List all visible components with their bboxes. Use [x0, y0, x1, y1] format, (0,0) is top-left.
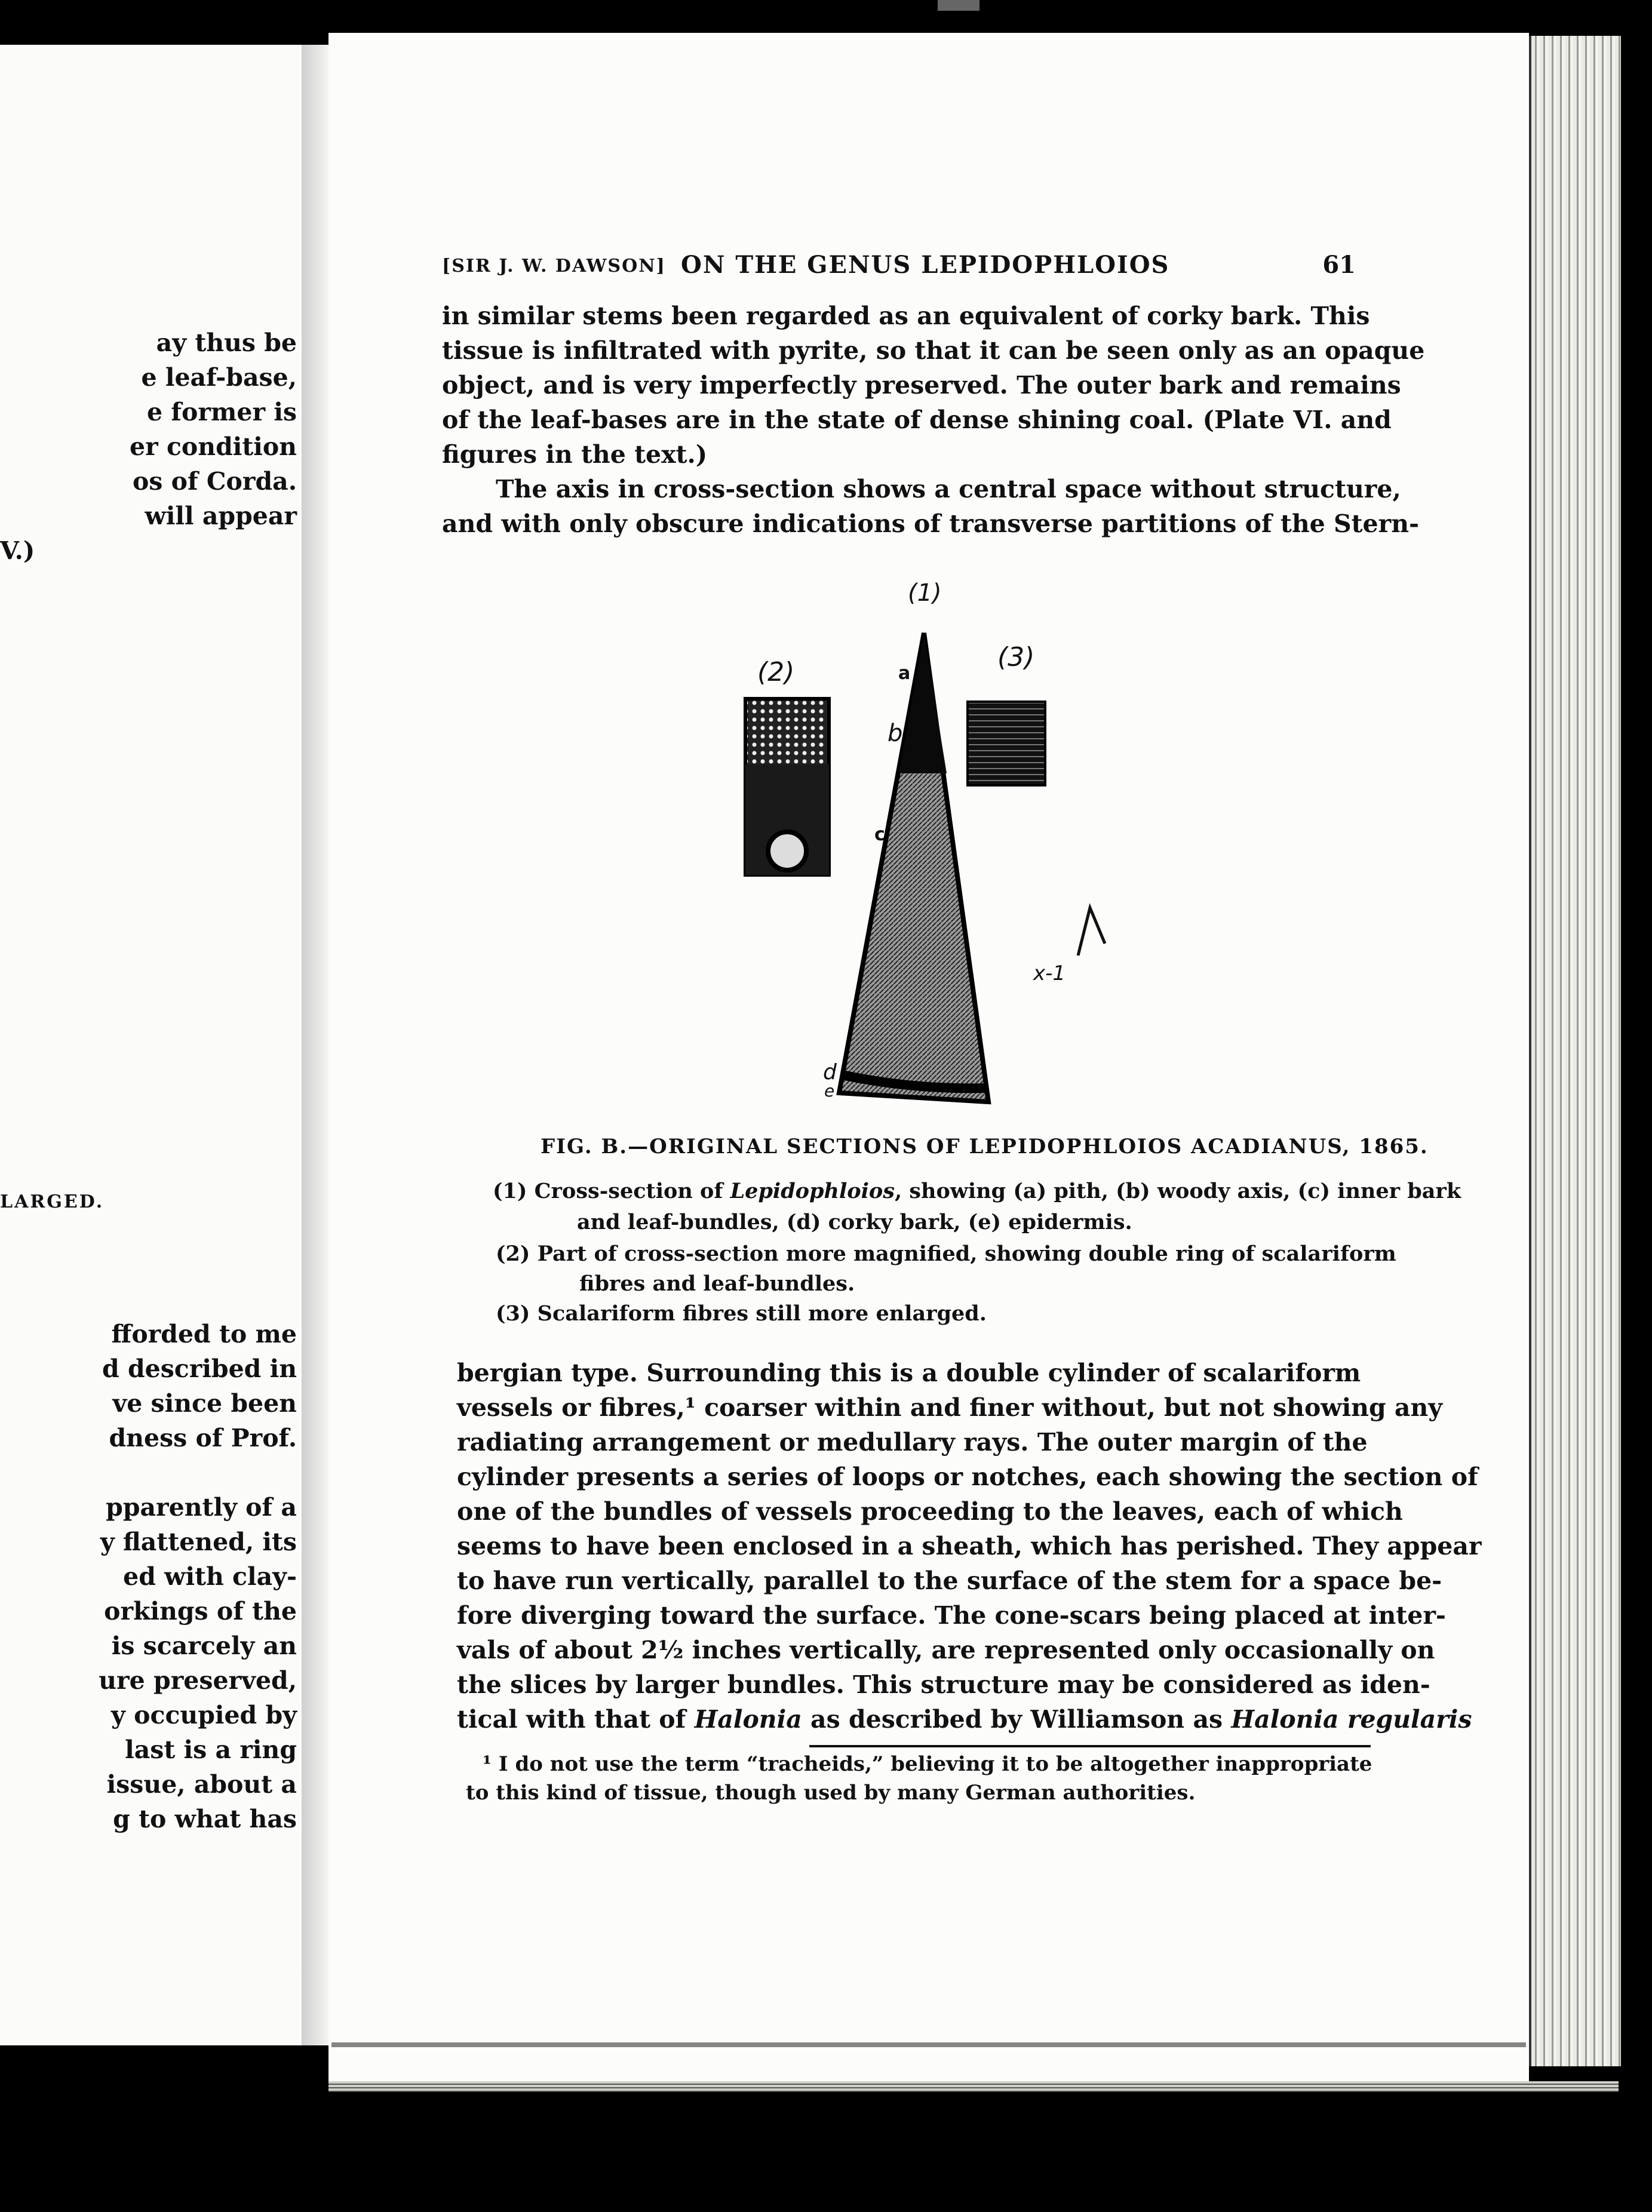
legend-item-1	[493, 1176, 1461, 1206]
left-line: ure preserved,	[99, 1666, 297, 1695]
left-line: V.)	[0, 536, 35, 565]
left-page	[0, 45, 305, 2045]
section-2-drawing	[745, 699, 829, 875]
left-line: issue, about a	[106, 1770, 297, 1799]
left-caption: LARGED.	[0, 1191, 105, 1212]
label-d: d	[823, 1060, 837, 1085]
text-line: radiating arrangement or medullary rays. The outer margin of the	[457, 1428, 1368, 1457]
left-line: er condition	[130, 432, 297, 461]
label-3: (3)	[997, 642, 1035, 672]
header-title: ON THE GENUS LEPIDOPHLOIOS	[681, 251, 1170, 279]
left-line: os of Corda.	[132, 467, 297, 496]
binding-gutter	[302, 45, 328, 2045]
figure-b-drawing	[717, 573, 1135, 1111]
legend-text: Scalariform fibres still more enlarged.	[537, 1301, 987, 1326]
text-line: vessels or fibres,¹ coarser within and finer without, but not showing any	[457, 1393, 1443, 1422]
text-line: The axis in cross-section shows a central space without structure,	[496, 475, 1401, 503]
scan-artifact	[938, 0, 979, 11]
text-line: vals of about 2½ inches vertically, are represented only occasionally on	[457, 1636, 1435, 1664]
footnote-line: to this kind of tissue, though used by many German authorities.	[466, 1781, 1196, 1805]
label-1: (1)	[908, 579, 942, 607]
left-line: orkings of the	[104, 1597, 297, 1626]
text-line: figures in the text.)	[442, 440, 708, 469]
label-2: (2)	[757, 657, 795, 687]
legend-number: (3)	[496, 1301, 530, 1326]
legend-text: Cross-section of	[534, 1179, 730, 1203]
left-line: ay thus be	[156, 328, 297, 357]
left-line: ve since been	[112, 1389, 297, 1418]
legend-text: , showing (a) pith, (b) woody axis, (c) inner bark	[894, 1179, 1461, 1203]
italic-term: Halonia	[694, 1705, 802, 1734]
left-line: y occupied by	[111, 1701, 297, 1729]
legend-number: (1)	[493, 1179, 527, 1203]
label-c: c	[874, 824, 885, 845]
legend-item-1-cont: and leaf-bundles, (d) corky bark, (e) epidermis.	[577, 1210, 1132, 1234]
footnote-rule	[809, 1745, 1371, 1747]
text-line: in similar stems been regarded as an equivalent of corky bark. This	[442, 302, 1370, 330]
text-line: the slices by larger bundles. This structure may be considered as iden-	[457, 1670, 1430, 1699]
text-line: cylinder presents a series of loops or notches, each showing the section of	[457, 1463, 1478, 1491]
text-line: tissue is infiltrated with pyrite, so that it can be seen only as an opaque	[442, 336, 1425, 365]
section-3-drawing	[968, 702, 1045, 785]
label-b: b	[888, 720, 903, 747]
legend-italic: Lepidophloios	[730, 1179, 895, 1203]
page-edges	[1529, 36, 1621, 2066]
text-line: one of the bundles of vessels proceeding to the leaves, each of which	[457, 1497, 1403, 1526]
legend-item-2	[496, 1239, 1396, 1269]
legend-text: Part of cross-section more magnified, showing double ring of scalariform	[537, 1242, 1396, 1266]
left-line: d described in	[102, 1354, 297, 1383]
label-x: x-1	[1033, 961, 1066, 985]
figure-b	[717, 573, 1135, 1111]
left-line: is scarcely an	[111, 1632, 297, 1660]
running-head	[442, 251, 1356, 287]
left-line: pparently of a	[106, 1493, 297, 1522]
text-line: seems to have been enclosed in a sheath, which has perished. They appear	[457, 1532, 1482, 1560]
text-line: of the leaf-bases are in the state of dense shining coal. (Plate VI. and	[442, 405, 1392, 434]
header-author: [SIR J. W. DAWSON]	[442, 256, 666, 276]
annotation-mark	[1078, 908, 1105, 956]
text-line: to have run vertically, parallel to the surface of the stem for a space be-	[457, 1566, 1442, 1595]
label-a: a	[898, 663, 911, 684]
left-text-block-bottom	[0, 1490, 302, 1836]
footnote-line: ¹ I do not use the term “tracheids,” believing it to be altogether inappropriate	[483, 1752, 1372, 1776]
left-line: y flattened, its	[100, 1528, 297, 1556]
text-span: as described by Williamson as	[802, 1705, 1232, 1734]
italic-term: Halonia regularis	[1231, 1705, 1472, 1734]
text-line: object, and is very imperfectly preserved. The outer bark and remains	[442, 371, 1401, 400]
left-line: dness of Prof.	[109, 1424, 297, 1452]
left-line: ed with clay-	[123, 1562, 297, 1591]
left-line: fforded to me	[111, 1320, 297, 1348]
left-line: g to what has	[113, 1805, 297, 1833]
left-line: last is a ring	[125, 1735, 297, 1764]
label-e: e	[824, 1081, 835, 1101]
text-line-last	[457, 1702, 1472, 1737]
left-text-block-mid	[0, 1317, 302, 1455]
legend-number: (2)	[496, 1242, 530, 1266]
left-line: will appear	[145, 502, 297, 530]
left-line: e former is	[147, 398, 297, 426]
left-line: e leaf-base,	[141, 363, 297, 392]
text-line: and with only obscure indications of transverse partitions of the Stern-	[442, 509, 1420, 538]
legend-item-2-cont: fibres and leaf-bundles.	[579, 1271, 855, 1296]
text-line: fore diverging toward the surface. The cone-scars being placed at inter-	[457, 1601, 1446, 1630]
text-line: bergian type. Surrounding this is a double cylinder of scalariform	[457, 1359, 1361, 1387]
section-1-drawing	[839, 633, 988, 1102]
left-text-block-top	[0, 325, 302, 568]
page-bottom-shadow	[331, 2042, 1526, 2047]
text-span: tical with that of	[457, 1705, 695, 1734]
legend-item-3	[496, 1299, 987, 1329]
bottom-page-edges	[328, 2081, 1619, 2092]
page-number: 61	[1322, 251, 1356, 279]
figure-caption: FIG. B.—ORIGINAL SECTIONS OF LEPIDOPHLOIOS ACADIANUS, 1865.	[541, 1135, 1429, 1159]
